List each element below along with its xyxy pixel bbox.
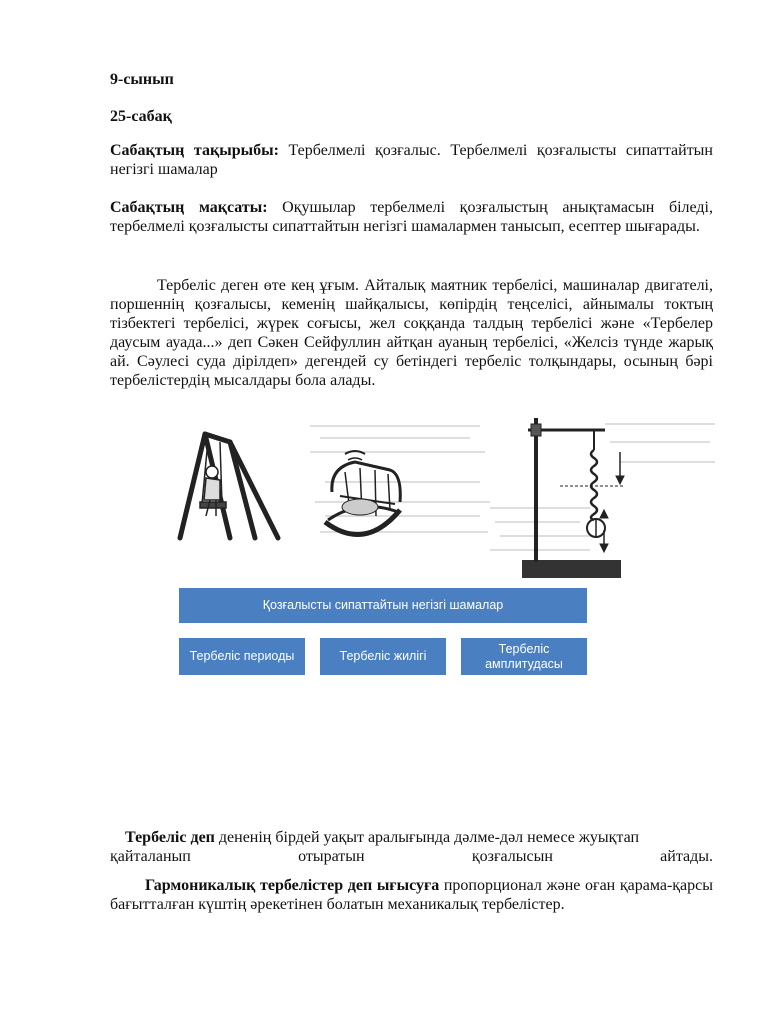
topic-label: Сабақтың тақырыбы: bbox=[110, 142, 279, 159]
harmonic-text: пропорционал және оған қарама-қарсы бағытталған күштің әрекетінен болатын механикалық тербелістер. bbox=[110, 877, 714, 913]
topic-text: Тербелмелі қозғалыс. Тербелмелі қозғалысты сипаттайтын негізгі шамалар bbox=[110, 142, 713, 178]
swing-drawing bbox=[180, 434, 278, 538]
cradle-drawing bbox=[325, 451, 400, 535]
goal-text: Оқушылар тербелмелі қозғалыстың анықтамасын біледі, тербелмелі қозғалысты сипаттайтын негізгі шамалармен танысып, есептер шығарады. bbox=[110, 199, 714, 235]
swing-seat bbox=[200, 440, 226, 516]
harmonic-term: Гармоникалық тербелістер деп ығысуға bbox=[145, 877, 440, 894]
oscillation-examples-figure bbox=[150, 412, 715, 590]
oscillation-definition bbox=[110, 828, 713, 866]
intro-paragraph: Тербеліс деген өте кең ұғым. Айталық маятник тербелісі, машиналар двигателі, поршеннің қозғалысы, кеменің шайқалысы, көпірдің теңселісі, айнымалы токтың тізбектегі тербелісі, жүрек соғысы, жел соққанда талдың тербелісі және «Тербелер даусым ауада...» деп Сәкен Сейфуллин айтқан ауаның тербелісі, «Желсіз түнде жарық ай. Сәулесі суда дірілдеп» дегендей су бетіндегі тербеліс толқындары, осының бәрі тербелістердің мысалдары бола алады. bbox=[110, 277, 713, 389]
lesson-heading: 25-сабақ bbox=[110, 108, 172, 125]
diagram-frequency-box: Тербеліс жилігі bbox=[320, 638, 446, 675]
diagram-main-box: Қозғалысты сипаттайтын негізгі шамалар bbox=[179, 588, 587, 623]
oscillation-term: Тербеліс деп bbox=[125, 829, 215, 846]
lesson-topic bbox=[110, 141, 713, 179]
oscillation-text-2: қайталанып отыратын қозғалысын айтады. bbox=[110, 848, 713, 865]
grade-heading: 9-сынып bbox=[110, 71, 174, 88]
harmonic-definition bbox=[110, 876, 713, 914]
oscillation-illustration bbox=[150, 412, 715, 590]
spring-pendulum-drawing bbox=[522, 418, 625, 578]
oscillation-text-1: дененің бірдей уақыт аралығында дәлме-дәл немесе жуықтап bbox=[214, 829, 640, 846]
diagram-period-box: Тербеліс периоды bbox=[179, 638, 305, 675]
lesson-goal bbox=[110, 198, 713, 236]
diagram-amplitude-box: Тербеліс амплитудасы bbox=[461, 638, 587, 675]
goal-label: Сабақтың мақсаты: bbox=[110, 199, 268, 216]
